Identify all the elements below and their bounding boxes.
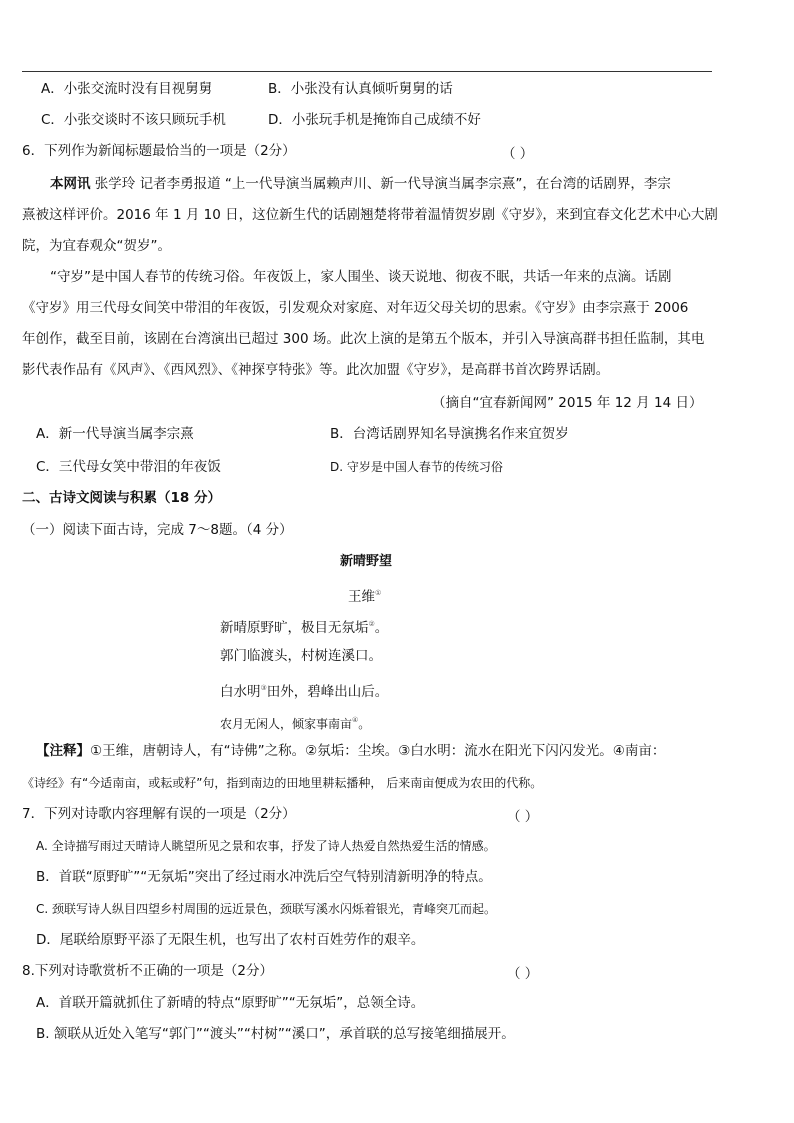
poem-line-4-end: 。 [358, 717, 371, 731]
notes-text-1: ①王维，唐朝诗人，有“诗佛”之称。②氛垢：尘埃。③白水明：流水在阳光下闪闪发光。④南亩： [90, 743, 666, 759]
news-paragraph-2-line-4: 影代表作品有《风声》、《西风烈》、《神探亨特张》等。此次加盟《守岁》，是高群书首次跨界话剧。 [22, 362, 610, 378]
section-2-subheading: （一）阅读下面古诗，完成 7～8题。（4 分） [22, 522, 293, 538]
q8-stem: 8.下列对诗歌赏析不正确的一项是（2分） [22, 963, 273, 979]
poem-line-3-end: 田外，碧峰出山后。 [266, 684, 389, 700]
q7-answer-paren: （ ） [507, 809, 539, 825]
q7-option-a: A. 全诗描写雨过天晴诗人眺望所见之景和农事，抒发了诗人热爱自然热爱生活的情感。 [36, 839, 496, 853]
news-paragraph-1-line-3: 院，为宜春观众“贺岁”。 [22, 238, 171, 254]
q7-stem: 7．下列对诗歌内容理解有误的一项是（2分） [22, 806, 296, 822]
q8-option-b: B. 颔联从近处入笔写“郭门”“渡头”“村树”“溪口”，承首联的总写接笔细描展开。 [36, 1026, 515, 1042]
news-paragraph-2-line-3: 年创作，截至目前，该剧在台湾演出已超过 300 场。此次上演的是第五个版本，并引入导演高群书担任监制，其电 [22, 331, 705, 347]
poem-line-1-end: 。 [374, 620, 389, 636]
q6-stem: 6．下列作为新闻标题最恰当的一项是（2分） [22, 143, 296, 159]
q7-option-c: C. 颈联写诗人纵目四望乡村周围的远近景色，颈联写溪水闪烁着银光，青峰突兀而起。 [36, 902, 497, 916]
news-lead: 本网讯 [50, 176, 91, 192]
poem-notes-line-1 [36, 742, 665, 760]
poem-author [348, 584, 381, 606]
q5-option-b: B．小张没有认真倾听舅舅的话 [268, 81, 453, 97]
news-paragraph-2-line-1: “守岁”是中国人春节的传统习俗。年夜饭上，家人围坐、谈天说地、彻夜不眠，共话一年来的点滴。话剧 [50, 269, 672, 285]
footnote-marker-2: ② [368, 620, 375, 628]
poem-line-1-text: 新晴原野旷，极目无氛垢 [220, 620, 369, 636]
q6-answer-paren: （ ） [502, 146, 534, 162]
poem-line-3-text: 白水明 [220, 684, 261, 700]
poem-notes-line-2: 《诗经》有“今适南亩，或耘或籽”句，指到南边的田地里耕耘播种， 后来南亩便成为农田的代称。 [22, 776, 543, 790]
poem-author-name: 王维 [348, 589, 375, 605]
news-paragraph-1-line-2: 熹被这样评价。2016 年 1 月 10 日，这位新生代的话剧翘楚将带着温情贺岁剧《守岁》，来到宜春文化艺术中心大剧 [22, 207, 718, 223]
footnote-marker-1: ① [375, 589, 382, 597]
news-p1-l1-text: 张学玲 记者李勇报道 “上一代导演当属赖声川、新一代导演当属李宗熹”，在台湾的话剧界，李宗 [90, 176, 671, 192]
poem-line-1 [220, 615, 388, 637]
poem-line-4-text: 农月无闲人，倾家事南亩 [220, 717, 353, 731]
q5-option-c: C．小张交谈时不该只顾玩手机 [41, 112, 226, 128]
q6-option-d: D. 守岁是中国人春节的传统习俗 [330, 460, 503, 474]
q7-option-b: B．首联“原野旷”“无氛垢”突出了经过雨水冲洗后空气特别清新明净的特点。 [36, 869, 492, 885]
q7-option-d: D．尾联给原野平添了无限生机，也写出了农村百姓劳作的艰辛。 [36, 932, 425, 948]
q5-option-d: D．小张玩手机是掩饰自己成绩不好 [268, 112, 481, 128]
q8-option-a: A．首联开篇就抓住了新晴的特点“原野旷”“无氛垢”，总领全诗。 [36, 995, 425, 1011]
poem-line-4 [220, 711, 370, 733]
poem-title: 新晴野望 [340, 554, 393, 569]
news-paragraph-1-line-1 [50, 175, 671, 193]
q6-option-b: B．台湾话剧界知名导演携名作来宜贺岁 [330, 426, 569, 442]
notes-label: 【注释】 [36, 743, 90, 759]
news-source: （摘自“宜春新闻网” 2015 年 12 月 14 日） [432, 395, 703, 411]
section-2-heading: 二、古诗文阅读与积累（18 分） [22, 490, 221, 506]
poem-line-2: 郭门临渡头，村树连溪口。 [220, 648, 382, 664]
q6-option-c: C．三代母女笑中带泪的年夜饭 [36, 459, 221, 475]
poem-line-3 [220, 679, 388, 701]
q8-answer-paren: （ ） [507, 966, 539, 982]
q5-option-a: A．小张交流时没有目视舅舅 [41, 81, 213, 97]
header-rule [22, 71, 712, 72]
q6-option-a: A．新一代导演当属李宗熹 [36, 426, 194, 442]
news-paragraph-2-line-2: 《守岁》用三代母女间笑中带泪的年夜饭，引发观众对家庭、对年迈父母关切的思索。《守岁》由李宗熹于 2006 [22, 300, 689, 316]
footnote-marker-4: ④ [352, 716, 359, 724]
footnote-marker-3: ③ [260, 684, 267, 692]
